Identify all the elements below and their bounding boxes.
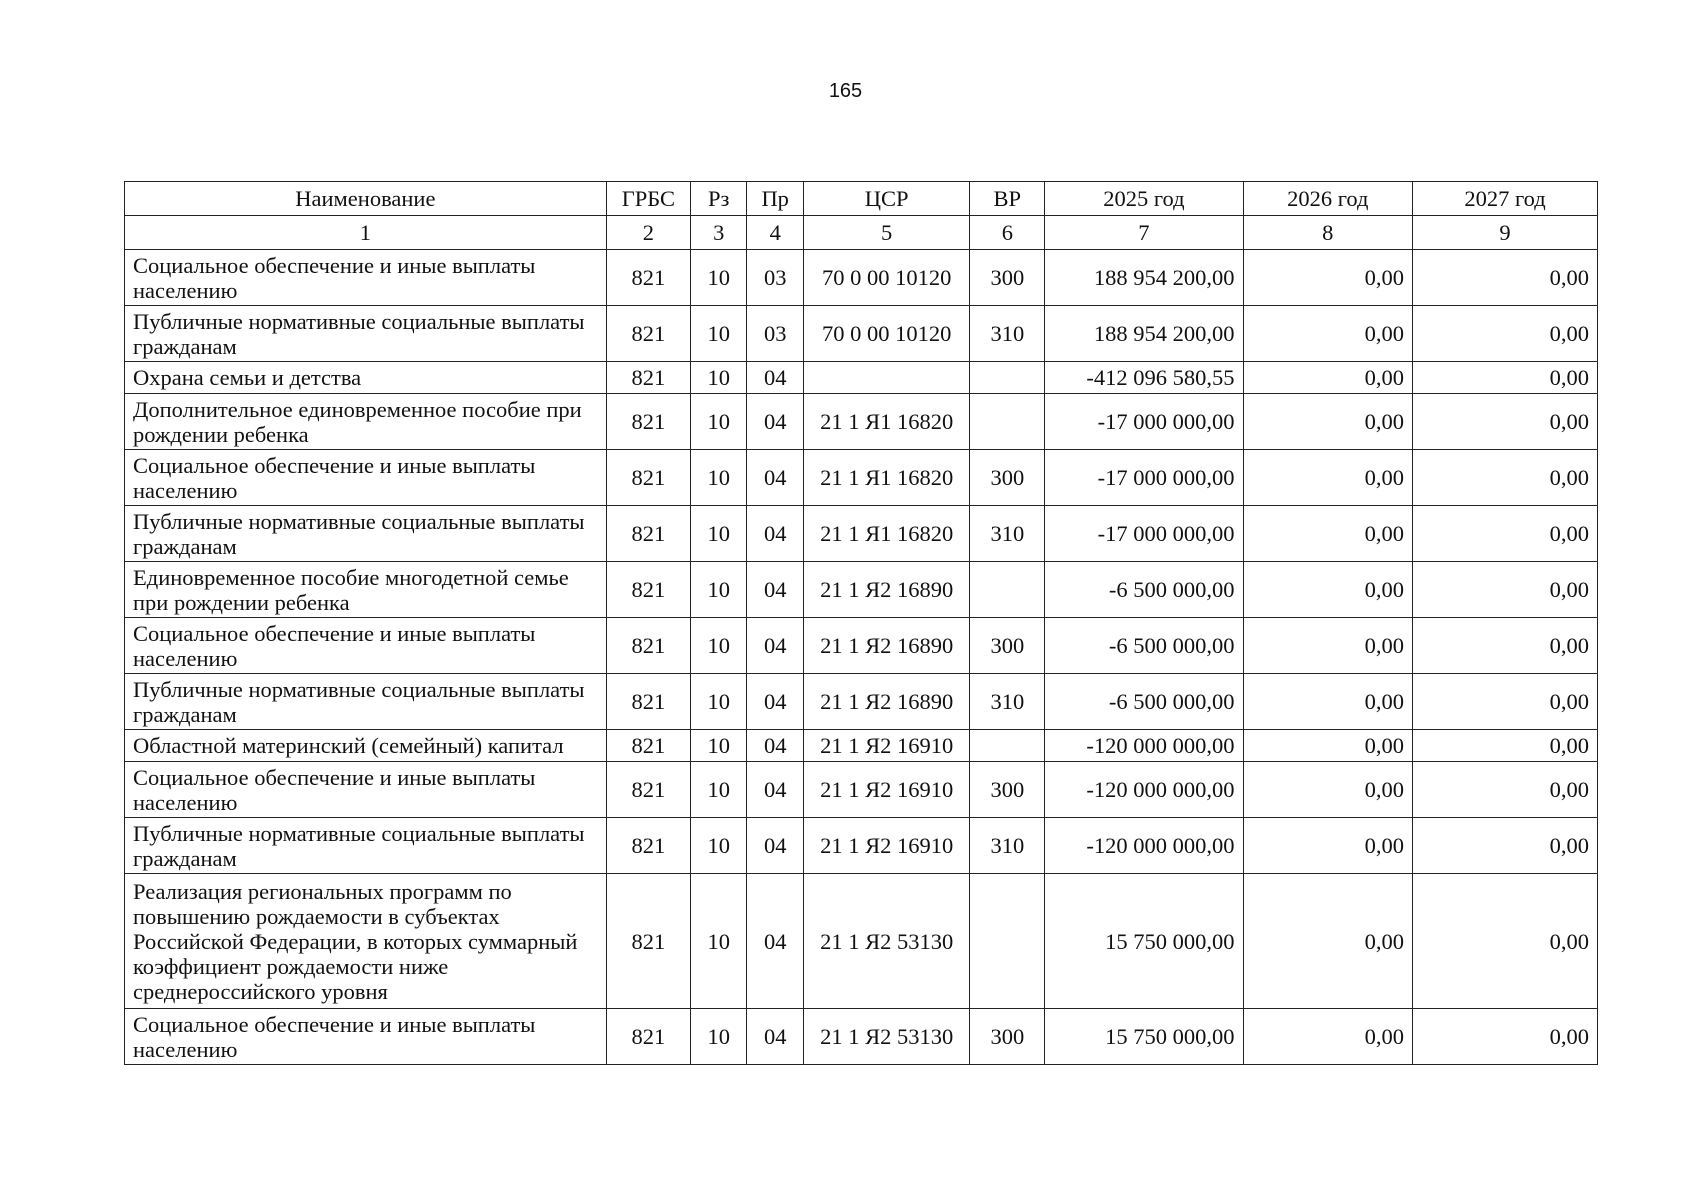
row-2027: 0,00 bbox=[1413, 762, 1598, 818]
table-row bbox=[125, 730, 1598, 762]
row-pr: 04 bbox=[747, 1009, 803, 1065]
header-2026: 2026 год bbox=[1243, 182, 1412, 216]
row-pr: 04 bbox=[747, 362, 803, 394]
row-csr: 21 1 Я2 16910 bbox=[803, 730, 969, 762]
row-2026: 0,00 bbox=[1243, 874, 1412, 1009]
row-grbs: 821 bbox=[606, 730, 690, 762]
table-row bbox=[125, 562, 1598, 618]
row-2026: 0,00 bbox=[1243, 562, 1412, 618]
column-number: 8 bbox=[1243, 216, 1412, 250]
row-pr: 04 bbox=[747, 394, 803, 450]
row-vr bbox=[970, 362, 1045, 394]
row-csr: 21 1 Я2 16910 bbox=[803, 762, 969, 818]
row-csr: 21 1 Я1 16820 bbox=[803, 394, 969, 450]
row-2025: -17 000 000,00 bbox=[1045, 506, 1243, 562]
row-grbs: 821 bbox=[606, 1009, 690, 1065]
row-2027: 0,00 bbox=[1413, 1009, 1598, 1065]
row-2026: 0,00 bbox=[1243, 674, 1412, 730]
row-2025: -120 000 000,00 bbox=[1045, 762, 1243, 818]
table-row bbox=[125, 762, 1598, 818]
row-pr: 04 bbox=[747, 618, 803, 674]
row-csr: 70 0 00 10120 bbox=[803, 306, 969, 362]
column-number: 3 bbox=[690, 216, 746, 250]
row-pr: 04 bbox=[747, 818, 803, 874]
row-vr: 310 bbox=[970, 506, 1045, 562]
row-2027: 0,00 bbox=[1413, 730, 1598, 762]
table-row bbox=[125, 394, 1598, 450]
row-rz: 10 bbox=[690, 874, 746, 1009]
row-2025: -17 000 000,00 bbox=[1045, 450, 1243, 506]
row-name: Публичные нормативные социальные выплаты гражданам bbox=[125, 306, 607, 362]
row-2027: 0,00 bbox=[1413, 394, 1598, 450]
row-2025: 15 750 000,00 bbox=[1045, 874, 1243, 1009]
row-name: Социальное обеспечение и иные выплаты населению bbox=[125, 250, 607, 306]
row-name: Публичные нормативные социальные выплаты гражданам bbox=[125, 818, 607, 874]
row-2026: 0,00 bbox=[1243, 306, 1412, 362]
row-vr: 300 bbox=[970, 1009, 1045, 1065]
row-rz: 10 bbox=[690, 362, 746, 394]
row-rz: 10 bbox=[690, 506, 746, 562]
row-pr: 03 bbox=[747, 250, 803, 306]
row-name: Публичные нормативные социальные выплаты гражданам bbox=[125, 674, 607, 730]
row-rz: 10 bbox=[690, 562, 746, 618]
row-2027: 0,00 bbox=[1413, 506, 1598, 562]
column-number: 6 bbox=[970, 216, 1045, 250]
row-rz: 10 bbox=[690, 762, 746, 818]
row-grbs: 821 bbox=[606, 450, 690, 506]
row-vr: 310 bbox=[970, 818, 1045, 874]
table-row bbox=[125, 818, 1598, 874]
row-2026: 0,00 bbox=[1243, 450, 1412, 506]
row-name: Социальное обеспечение и иные выплаты населению bbox=[125, 762, 607, 818]
row-vr: 300 bbox=[970, 618, 1045, 674]
row-csr bbox=[803, 362, 969, 394]
row-2026: 0,00 bbox=[1243, 250, 1412, 306]
row-csr: 21 1 Я2 16890 bbox=[803, 562, 969, 618]
row-pr: 04 bbox=[747, 730, 803, 762]
row-grbs: 821 bbox=[606, 874, 690, 1009]
row-2025: 15 750 000,00 bbox=[1045, 1009, 1243, 1065]
row-csr: 21 1 Я1 16820 bbox=[803, 506, 969, 562]
row-csr: 21 1 Я2 53130 bbox=[803, 874, 969, 1009]
row-rz: 10 bbox=[690, 818, 746, 874]
table-row bbox=[125, 618, 1598, 674]
row-grbs: 821 bbox=[606, 818, 690, 874]
table-row bbox=[125, 306, 1598, 362]
row-pr: 04 bbox=[747, 562, 803, 618]
row-2025: 188 954 200,00 bbox=[1045, 250, 1243, 306]
row-2025: -17 000 000,00 bbox=[1045, 394, 1243, 450]
row-vr: 300 bbox=[970, 250, 1045, 306]
header-csr: ЦСР bbox=[803, 182, 969, 216]
table-row bbox=[125, 506, 1598, 562]
row-2025: -6 500 000,00 bbox=[1045, 674, 1243, 730]
row-2027: 0,00 bbox=[1413, 618, 1598, 674]
row-name: Реализация региональных программ по повышению рождаемости в субъектах Российской Федерации, в которых суммарный коэффициент рождаемости ниже среднероссийского уровня bbox=[125, 874, 607, 1009]
row-grbs: 821 bbox=[606, 562, 690, 618]
column-number: 2 bbox=[606, 216, 690, 250]
row-2026: 0,00 bbox=[1243, 818, 1412, 874]
row-2026: 0,00 bbox=[1243, 362, 1412, 394]
row-name: Охрана семьи и детства bbox=[125, 362, 607, 394]
row-name: Публичные нормативные социальные выплаты гражданам bbox=[125, 506, 607, 562]
row-rz: 10 bbox=[690, 674, 746, 730]
row-2027: 0,00 bbox=[1413, 450, 1598, 506]
row-grbs: 821 bbox=[606, 618, 690, 674]
row-rz: 10 bbox=[690, 1009, 746, 1065]
row-pr: 04 bbox=[747, 506, 803, 562]
row-rz: 10 bbox=[690, 450, 746, 506]
row-2025: 188 954 200,00 bbox=[1045, 306, 1243, 362]
header-vr: ВР bbox=[970, 182, 1045, 216]
row-name: Социальное обеспечение и иные выплаты населению bbox=[125, 450, 607, 506]
column-number: 1 bbox=[125, 216, 607, 250]
row-pr: 04 bbox=[747, 874, 803, 1009]
row-pr: 04 bbox=[747, 450, 803, 506]
row-name: Областной материнский (семейный) капитал bbox=[125, 730, 607, 762]
table-row bbox=[125, 874, 1598, 1009]
row-vr bbox=[970, 394, 1045, 450]
row-rz: 10 bbox=[690, 306, 746, 362]
row-rz: 10 bbox=[690, 730, 746, 762]
row-rz: 10 bbox=[690, 394, 746, 450]
column-number: 7 bbox=[1045, 216, 1243, 250]
row-grbs: 821 bbox=[606, 762, 690, 818]
table-row bbox=[125, 250, 1598, 306]
row-csr: 21 1 Я2 16910 bbox=[803, 818, 969, 874]
table-row bbox=[125, 674, 1598, 730]
table-row bbox=[125, 1009, 1598, 1065]
header-pr: Пр bbox=[747, 182, 803, 216]
row-2026: 0,00 bbox=[1243, 394, 1412, 450]
table-row bbox=[125, 450, 1598, 506]
row-2027: 0,00 bbox=[1413, 818, 1598, 874]
row-2027: 0,00 bbox=[1413, 674, 1598, 730]
row-rz: 10 bbox=[690, 618, 746, 674]
budget-table bbox=[124, 181, 1598, 1065]
column-number: 4 bbox=[747, 216, 803, 250]
row-name: Социальное обеспечение и иные выплаты населению bbox=[125, 618, 607, 674]
row-2027: 0,00 bbox=[1413, 362, 1598, 394]
row-csr: 70 0 00 10120 bbox=[803, 250, 969, 306]
header-2027: 2027 год bbox=[1413, 182, 1598, 216]
row-vr: 300 bbox=[970, 450, 1045, 506]
row-2026: 0,00 bbox=[1243, 730, 1412, 762]
row-csr: 21 1 Я2 53130 bbox=[803, 1009, 969, 1065]
row-vr: 310 bbox=[970, 674, 1045, 730]
row-pr: 04 bbox=[747, 762, 803, 818]
row-vr bbox=[970, 562, 1045, 618]
row-2025: -120 000 000,00 bbox=[1045, 730, 1243, 762]
column-number: 5 bbox=[803, 216, 969, 250]
row-name: Единовременное пособие многодетной семье при рождении ребенка bbox=[125, 562, 607, 618]
row-vr: 310 bbox=[970, 306, 1045, 362]
row-2026: 0,00 bbox=[1243, 1009, 1412, 1065]
row-vr: 300 bbox=[970, 762, 1045, 818]
row-pr: 04 bbox=[747, 674, 803, 730]
table-row bbox=[125, 362, 1598, 394]
row-2026: 0,00 bbox=[1243, 618, 1412, 674]
row-grbs: 821 bbox=[606, 674, 690, 730]
row-2025: -412 096 580,55 bbox=[1045, 362, 1243, 394]
row-name: Дополнительное единовременное пособие при рождении ребенка bbox=[125, 394, 607, 450]
row-2025: -120 000 000,00 bbox=[1045, 818, 1243, 874]
row-grbs: 821 bbox=[606, 306, 690, 362]
row-grbs: 821 bbox=[606, 250, 690, 306]
row-grbs: 821 bbox=[606, 362, 690, 394]
page-number: 165 bbox=[828, 80, 863, 102]
row-pr: 03 bbox=[747, 306, 803, 362]
column-number: 9 bbox=[1413, 216, 1598, 250]
header-row bbox=[125, 182, 1598, 216]
row-2026: 0,00 bbox=[1243, 506, 1412, 562]
row-vr bbox=[970, 874, 1045, 1009]
row-2027: 0,00 bbox=[1413, 562, 1598, 618]
row-grbs: 821 bbox=[606, 506, 690, 562]
row-name: Социальное обеспечение и иные выплаты населению bbox=[125, 1009, 607, 1065]
column-number-row bbox=[125, 216, 1598, 250]
row-rz: 10 bbox=[690, 250, 746, 306]
header-rz: Рз bbox=[690, 182, 746, 216]
row-2025: -6 500 000,00 bbox=[1045, 562, 1243, 618]
row-2027: 0,00 bbox=[1413, 874, 1598, 1009]
row-csr: 21 1 Я2 16890 bbox=[803, 618, 969, 674]
row-2027: 0,00 bbox=[1413, 250, 1598, 306]
row-2026: 0,00 bbox=[1243, 762, 1412, 818]
row-grbs: 821 bbox=[606, 394, 690, 450]
row-2027: 0,00 bbox=[1413, 306, 1598, 362]
header-grbs: ГРБС bbox=[606, 182, 690, 216]
header-2025: 2025 год bbox=[1045, 182, 1243, 216]
header-name: Наименование bbox=[125, 182, 607, 216]
row-vr bbox=[970, 730, 1045, 762]
row-csr: 21 1 Я2 16890 bbox=[803, 674, 969, 730]
row-2025: -6 500 000,00 bbox=[1045, 618, 1243, 674]
row-csr: 21 1 Я1 16820 bbox=[803, 450, 969, 506]
